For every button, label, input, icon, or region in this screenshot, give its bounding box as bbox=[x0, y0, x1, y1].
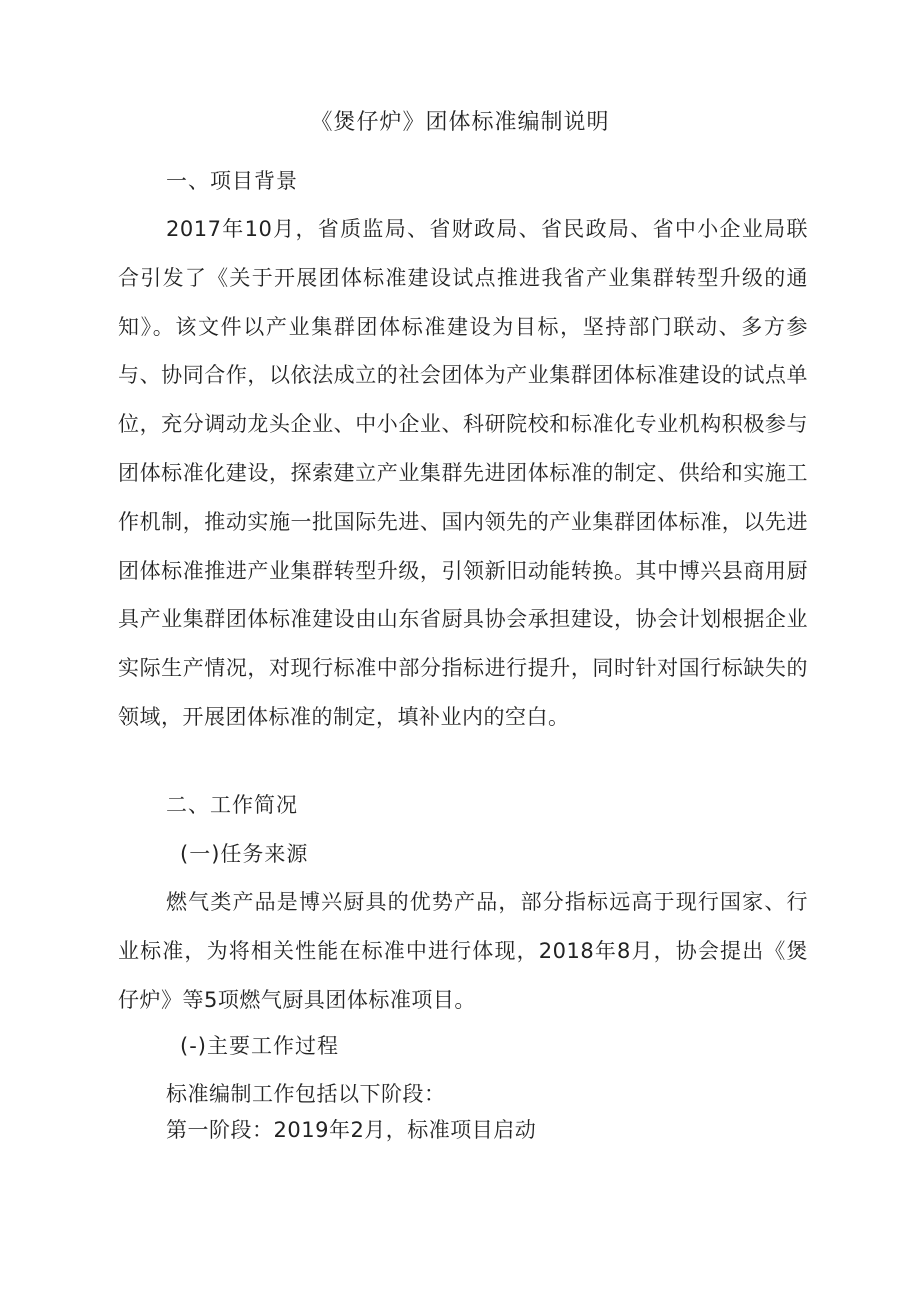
section-heading-background: 一、项目背景 bbox=[166, 169, 298, 193]
document-title: 《煲仔炉》团体标准编制说明 bbox=[310, 110, 610, 135]
work-process-stage-one: 第一阶段：2019年2月，标准项目启动 bbox=[166, 1118, 537, 1142]
subsection-heading-work-process: (-)主要工作过程 bbox=[180, 1034, 339, 1058]
section-heading-work-overview: 二、工作简况 bbox=[166, 793, 298, 817]
task-source-paragraph: 燃气类产品是博兴厨具的优势产品，部分指标远高于现行国家、行业标准，为将相关性能在标准中进行体现，2018年8月，协会提出《煲仔炉》等5项燃气厨具团体标准项目。 bbox=[118, 890, 808, 1012]
subsection-heading-task-source: (一)任务来源 bbox=[180, 842, 309, 866]
work-process-intro: 标准编制工作包括以下阶段： bbox=[166, 1082, 446, 1106]
section-background-paragraph: 2017年10月，省质监局、省财政局、省民政局、省中小企业局联合引发了《关于开展团体标准建设试点推进我省产业集群转型升级的通知》。该文件以产业集群团体标准建设为目标，坚持部门联动、多方参与、协同合作，以依法成立的社会团体为产业集群团体标准建设的试点单位，充分调动龙头企业、中小企业、科研院校和标准化专业机构积极参与团体标准化建设，探索建立产业集群先进团体标准的制定、供给和实施工作机制，推动实施一批国际先进、国内领先的产业集群团体标准，以先进团体标准推进产业集群转型升级，引领新旧动能转换。其中博兴县商用厨具产业集群团体标准建设由山东省厨具协会承担建设，协会计划根据企业实际生产情况，对现行标准中部分指标进行提升，同时针对国行标缺失的领域，开展团体标准的制定，填补业内的空白。 bbox=[118, 217, 808, 729]
